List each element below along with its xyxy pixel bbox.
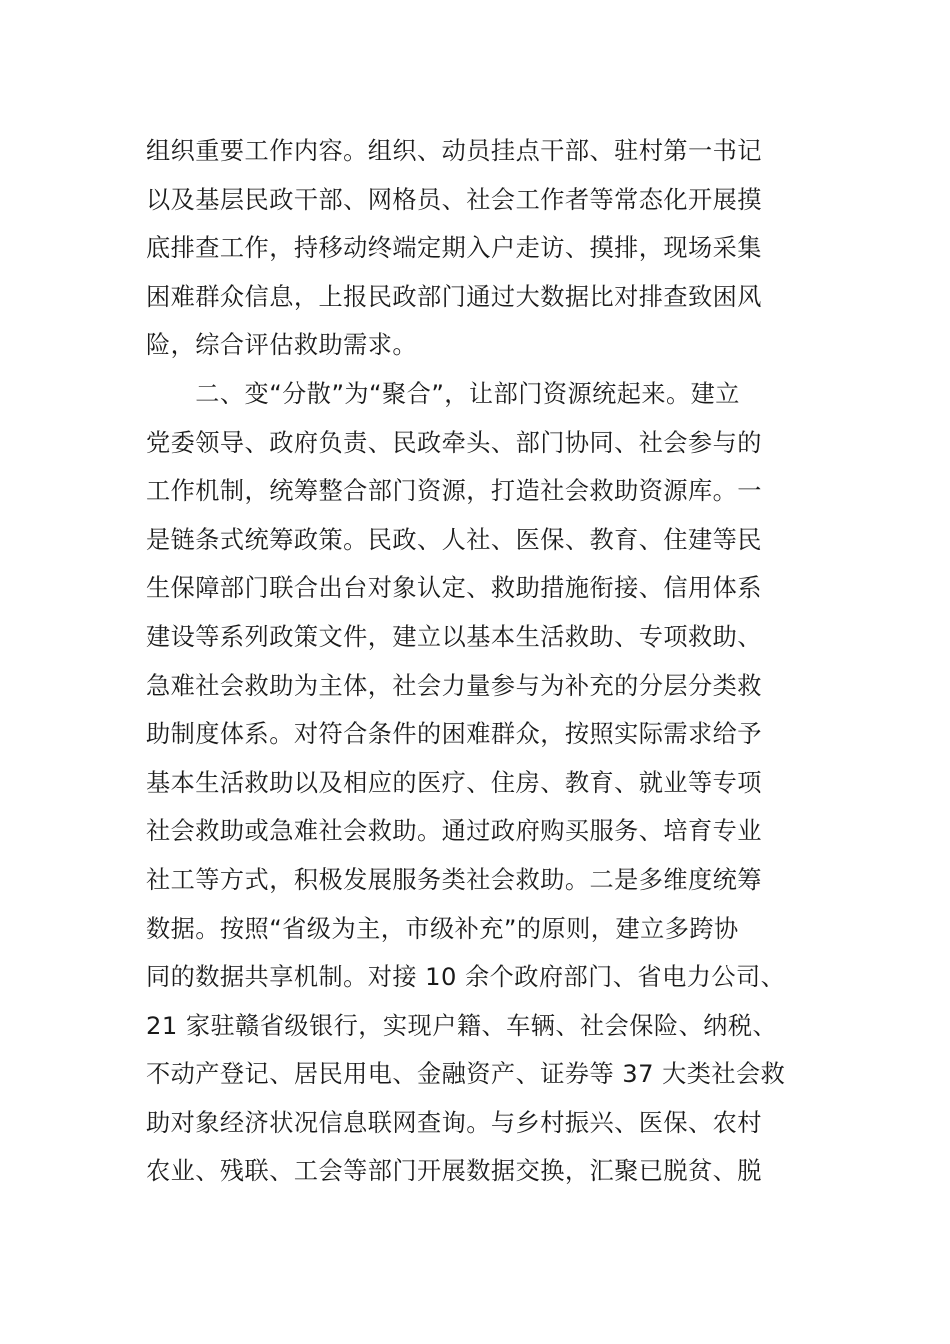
text-line: 困难群众信息，上报民政部门通过大数据比对排查致困风 (146, 282, 762, 311)
text-line: 助制度体系。对符合条件的困难群众，按照实际需求给予 (146, 720, 762, 749)
text-line: 数据。按照“省级为主，市级补充”的原则，建立多跨协 (146, 914, 739, 943)
text-line: 险，综合评估救助需求。 (146, 331, 418, 360)
text-line: 以及基层民政干部、网格员、社会工作者等常态化开展摸 (146, 185, 762, 214)
body-text (146, 127, 806, 1196)
text-line: 工作机制，统筹整合部门资源，打造社会救助资源库。一 (146, 477, 762, 506)
text-line: 二、变“分散”为“聚合”，让部门资源统起来。建立 (146, 379, 740, 408)
text-line: 基本生活救助以及相应的医疗、住房、教育、就业等专项 (146, 768, 762, 797)
text-line: 同的数据共享机制。对接 10 余个政府部门、省电力公司、 (146, 963, 786, 992)
text-line: 组织重要工作内容。组织、动员挂点干部、驻村第一书记 (146, 137, 762, 165)
text-line: 社会救助或急难社会救助。通过政府购买服务、培育专业 (146, 817, 762, 846)
text-line: 生保障部门联合出台对象认定、救助措施衔接、信用体系 (146, 574, 762, 603)
text-line: 是链条式统筹政策。民政、人社、医保、教育、住建等民 (146, 525, 762, 554)
text-line: 不动产登记、居民用电、金融资产、证券等 37 大类社会救 (146, 1060, 786, 1089)
text-line: 底排查工作，持移动终端定期入户走访、摸排，现场采集 (146, 234, 762, 263)
text-line: 党委领导、政府负责、民政牵头、部门协同、社会参与的 (146, 428, 762, 457)
text-line: 农业、残联、工会等部门开展数据交换，汇聚已脱贫、脱 (146, 1157, 762, 1186)
text-line: 建设等系列政策文件，建立以基本生活救助、专项救助、 (146, 622, 762, 651)
text-line: 社工等方式，积极发展服务类社会救助。二是多维度统筹 (146, 865, 762, 894)
text-line: 21 家驻赣省级银行，实现户籍、车辆、社会保险、纳税、 (146, 1011, 778, 1040)
text-line: 助对象经济状况信息联网查询。与乡村振兴、医保、农村 (146, 1108, 762, 1137)
text-line: 急难社会救助为主体，社会力量参与为补充的分层分类救 (146, 671, 762, 700)
